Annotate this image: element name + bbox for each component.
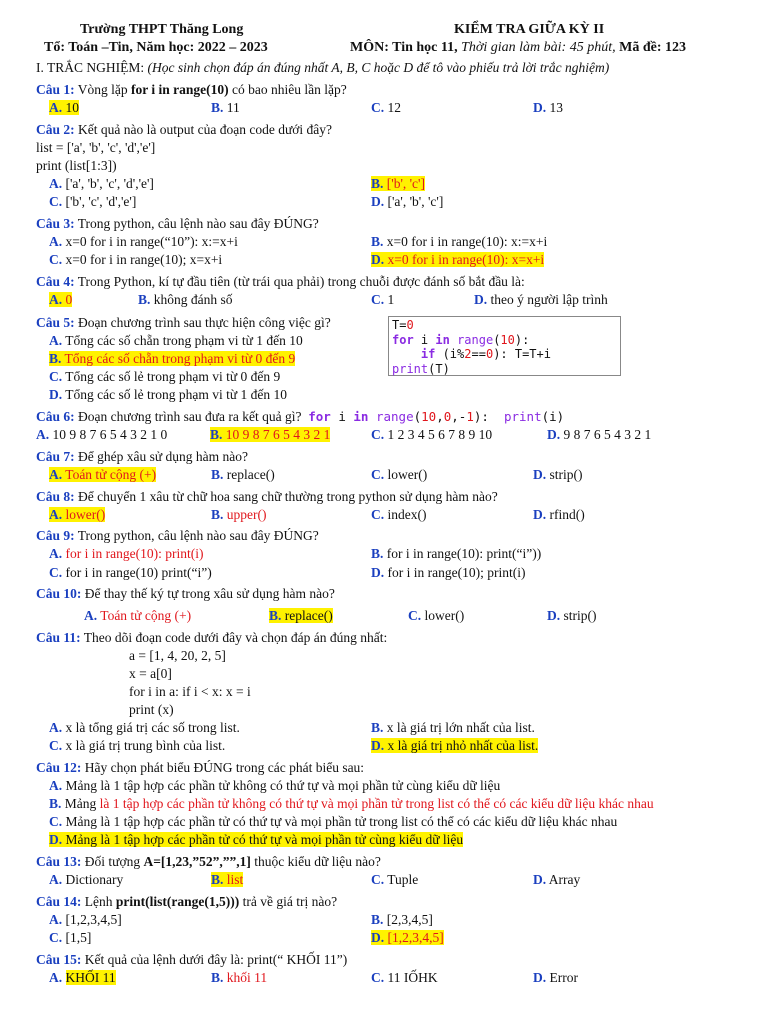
q11-code-line-3: for i in a: if i < x: x = i <box>129 684 251 699</box>
q12-answer-c: C. Mảng là 1 tập hợp các phần tử có thứ tự và mọi phần tử trong list có thể có các kiểu dữ liệu khác nhau <box>49 814 618 829</box>
q1-answer-a: A. 10 <box>49 100 79 115</box>
q7-answer-b: B. replace() <box>211 467 275 482</box>
q5-answer-d: D. Tổng các số lẻ trong phạm vi từ 1 đến 10 <box>49 387 288 402</box>
q8-answer-c: C. index() <box>371 507 427 522</box>
q8-answer-a: A. lower() <box>49 507 106 522</box>
q6-code: for i in range(10,0,-1): print(i) <box>308 409 565 424</box>
q6-answer-b: B. 10 9 8 7 6 5 4 3 2 1 <box>210 427 331 442</box>
question-3: Câu 3: Trong python, câu lệnh nào sau đây ĐÚNG? <box>36 216 319 231</box>
q11-answer-b: B. x là giá trị lớn nhất của list. <box>371 720 535 735</box>
school-name: Trường THPT Thăng Long <box>80 22 244 37</box>
exam-title: KIỂM TRA GIỮA KỲ II <box>454 22 605 37</box>
q10-answer-c: C. lower() <box>408 608 465 623</box>
q2-answer-d: D. ['a', 'b', 'c'] <box>371 194 444 209</box>
q2-code-line-2: print (list[1:3]) <box>36 158 117 173</box>
q5-answer-c: C. Tổng các số lẻ trong phạm vi từ 0 đến 9 <box>49 369 281 384</box>
question-11: Câu 11: Theo dõi đoạn code dưới đây và chọn đáp án đúng nhất: <box>36 630 388 645</box>
q11-code-line-1: a = [1, 4, 20, 2, 5] <box>129 648 226 663</box>
q13-answer-a: A. Dictionary <box>49 872 124 887</box>
q9-answer-a: A. for i in range(10): print(i) <box>49 546 204 561</box>
question-10: Câu 10: Để thay thế ký tự trong xâu sử dụng hàm nào? <box>36 586 335 601</box>
q14-answer-c: C. [1,5] <box>49 930 92 945</box>
q9-answer-d: D. for i in range(10); print(i) <box>371 565 526 580</box>
q14-answer-a: A. [1,2,3,4,5] <box>49 912 122 927</box>
q6-answer-c: C. 1 2 3 4 5 6 7 8 9 10 <box>371 427 493 442</box>
q11-answer-d: D. x là giá trị nhỏ nhất của list. <box>371 738 539 753</box>
exam-info: MÔN: Tin học 11, Thời gian làm bài: 45 phút, Mã đề: 123 <box>350 40 686 55</box>
q12-answer-d: D. Mảng là 1 tập hợp các phần tử có thứ tự và mọi phần tử cùng kiểu dữ liệu <box>49 832 464 847</box>
q8-answer-d: D. rfind() <box>533 507 585 522</box>
q4-answer-b: B. không đánh số <box>138 292 233 307</box>
q11-answer-c: C. x là giá trị trung bình của list. <box>49 738 226 753</box>
q1-answer-c: C. 12 <box>371 100 401 115</box>
q12-answer-a: A. Mảng là 1 tập hợp các phần tử không có thứ tự và mọi phần tử cùng kiểu dữ liệu <box>49 778 501 793</box>
q3-answer-c: C. x=0 for i in range(10); x=x+i <box>49 252 223 267</box>
q12-answer-b: B. Mảng là 1 tập hợp các phần tử không có thứ tự và mọi phần tử trong list có thể có các kiểu dữ liệu khác nhau <box>49 796 654 811</box>
q7-answer-c: C. lower() <box>371 467 428 482</box>
question-13: Câu 13: Đối tượng A=[1,23,”52”,””,1] thuộc kiểu dữ liệu nào? <box>36 854 381 869</box>
q11-code-line-4: print (x) <box>129 702 174 717</box>
question-8: Câu 8: Để chuyển 1 xâu từ chữ hoa sang chữ thường trong python sử dụng hàm nào? <box>36 489 498 504</box>
q8-answer-b: B. upper() <box>211 507 267 522</box>
department-year: Tổ: Toán –Tin, Năm học: 2022 – 2023 <box>44 40 268 55</box>
q10-answer-a: A. Toán tử cộng (+) <box>84 608 192 623</box>
q4-answer-d: D. theo ý người lập trình <box>474 292 608 307</box>
question-1: Câu 1: Vòng lặp for i in range(10) có bao nhiêu lần lặp? <box>36 82 347 97</box>
q7-answer-d: D. strip() <box>533 467 583 482</box>
q9-answer-c: C. for i in range(10) print(“i”) <box>49 565 212 580</box>
q4-answer-a: A. 0 <box>49 292 73 307</box>
q13-answer-b: B. list <box>211 872 244 887</box>
q14-answer-b: B. [2,3,4,5] <box>371 912 433 927</box>
question-6: Câu 6: Đoạn chương trình sau đưa ra kết quả gì? for i in range(10,0,-1): print(i) <box>36 409 565 424</box>
q15-answer-a: A. KHỐI 11 <box>49 970 116 985</box>
question-12: Câu 12: Hãy chọn phát biểu ĐÚNG trong các phát biểu sau: <box>36 760 365 775</box>
q13-answer-c: C. Tuple <box>371 872 419 887</box>
question-15: Câu 15: Kết quả của lệnh dưới đây là: print(“ KHỐI 11”) <box>36 952 348 967</box>
q1-answer-d: D. 13 <box>533 100 563 115</box>
question-5: Câu 5: Đoạn chương trình sau thực hiện công việc gì? <box>36 315 331 330</box>
q5-answer-b: B. Tổng các số chẵn trong phạm vi từ 0 đến 9 <box>49 351 296 366</box>
q3-answer-b: B. x=0 for i in range(10): x:=x+i <box>371 234 548 249</box>
q5-code-block: T=0 for i in range(10): if (i%2==0): T=T+i print(T) <box>388 316 621 376</box>
q15-answer-d: D. Error <box>533 970 578 985</box>
q15-answer-c: C. 11 IỐHK <box>371 970 438 985</box>
q14-answer-d: D. [1,2,3,4,5] <box>371 930 444 945</box>
q9-answer-b: B. for i in range(10): print(“i”)) <box>371 546 542 561</box>
q10-answer-b: B. replace() <box>269 608 333 623</box>
q6-answer-a: A. 10 9 8 7 6 5 4 3 2 1 0 <box>36 427 168 442</box>
q4-answer-c: C. 1 <box>371 292 395 307</box>
q11-code-line-2: x = a[0] <box>129 666 172 681</box>
q5-answer-a: A. Tổng các số chẵn trong phạm vi từ 1 đến 10 <box>49 333 303 348</box>
question-7: Câu 7: Để ghép xâu sử dụng hàm nào? <box>36 449 249 464</box>
q2-answer-c: C. ['b', 'c', 'd','e'] <box>49 194 137 209</box>
q15-answer-b: B. khối 11 <box>211 970 268 985</box>
q1-answer-b: B. 11 <box>211 100 240 115</box>
q10-answer-d: D. strip() <box>547 608 597 623</box>
question-2: Câu 2: Kết quả nào là output của đoạn code dưới đây? <box>36 122 333 137</box>
q11-answer-a: A. x là tổng giá trị các số trong list. <box>49 720 240 735</box>
q13-answer-d: D. Array <box>533 872 581 887</box>
q3-answer-d: D. x=0 for i in range(10): x=x+i <box>371 252 545 267</box>
q3-answer-a: A. x=0 for i in range(“10”): x:=x+i <box>49 234 238 249</box>
question-4: Câu 4: Trong Python, kí tự đầu tiên (từ trái qua phải) trong chuỗi được đánh số bắt đầu là: <box>36 274 525 289</box>
q2-answer-b: B. ['b', 'c'] <box>371 176 425 191</box>
question-14: Câu 14: Lệnh print(list(range(1,5))) trả về giá trị nào? <box>36 894 338 909</box>
q7-answer-a: A. Toán tử cộng (+) <box>49 467 157 482</box>
q2-code-line-1: list = ['a', 'b', 'c', 'd','e'] <box>36 140 156 155</box>
q2-answer-a: A. ['a', 'b', 'c', 'd','e'] <box>49 176 154 191</box>
section-title: I. TRẮC NGHIỆM: (Học sinh chọn đáp án đúng nhất A, B, C hoặc D để tô vào phiếu trả lời trắc nghiệm) <box>36 60 610 75</box>
q6-answer-d: D. 9 8 7 6 5 4 3 2 1 <box>547 427 652 442</box>
question-9: Câu 9: Trong python, câu lệnh nào sau đây ĐÚNG? <box>36 528 319 543</box>
